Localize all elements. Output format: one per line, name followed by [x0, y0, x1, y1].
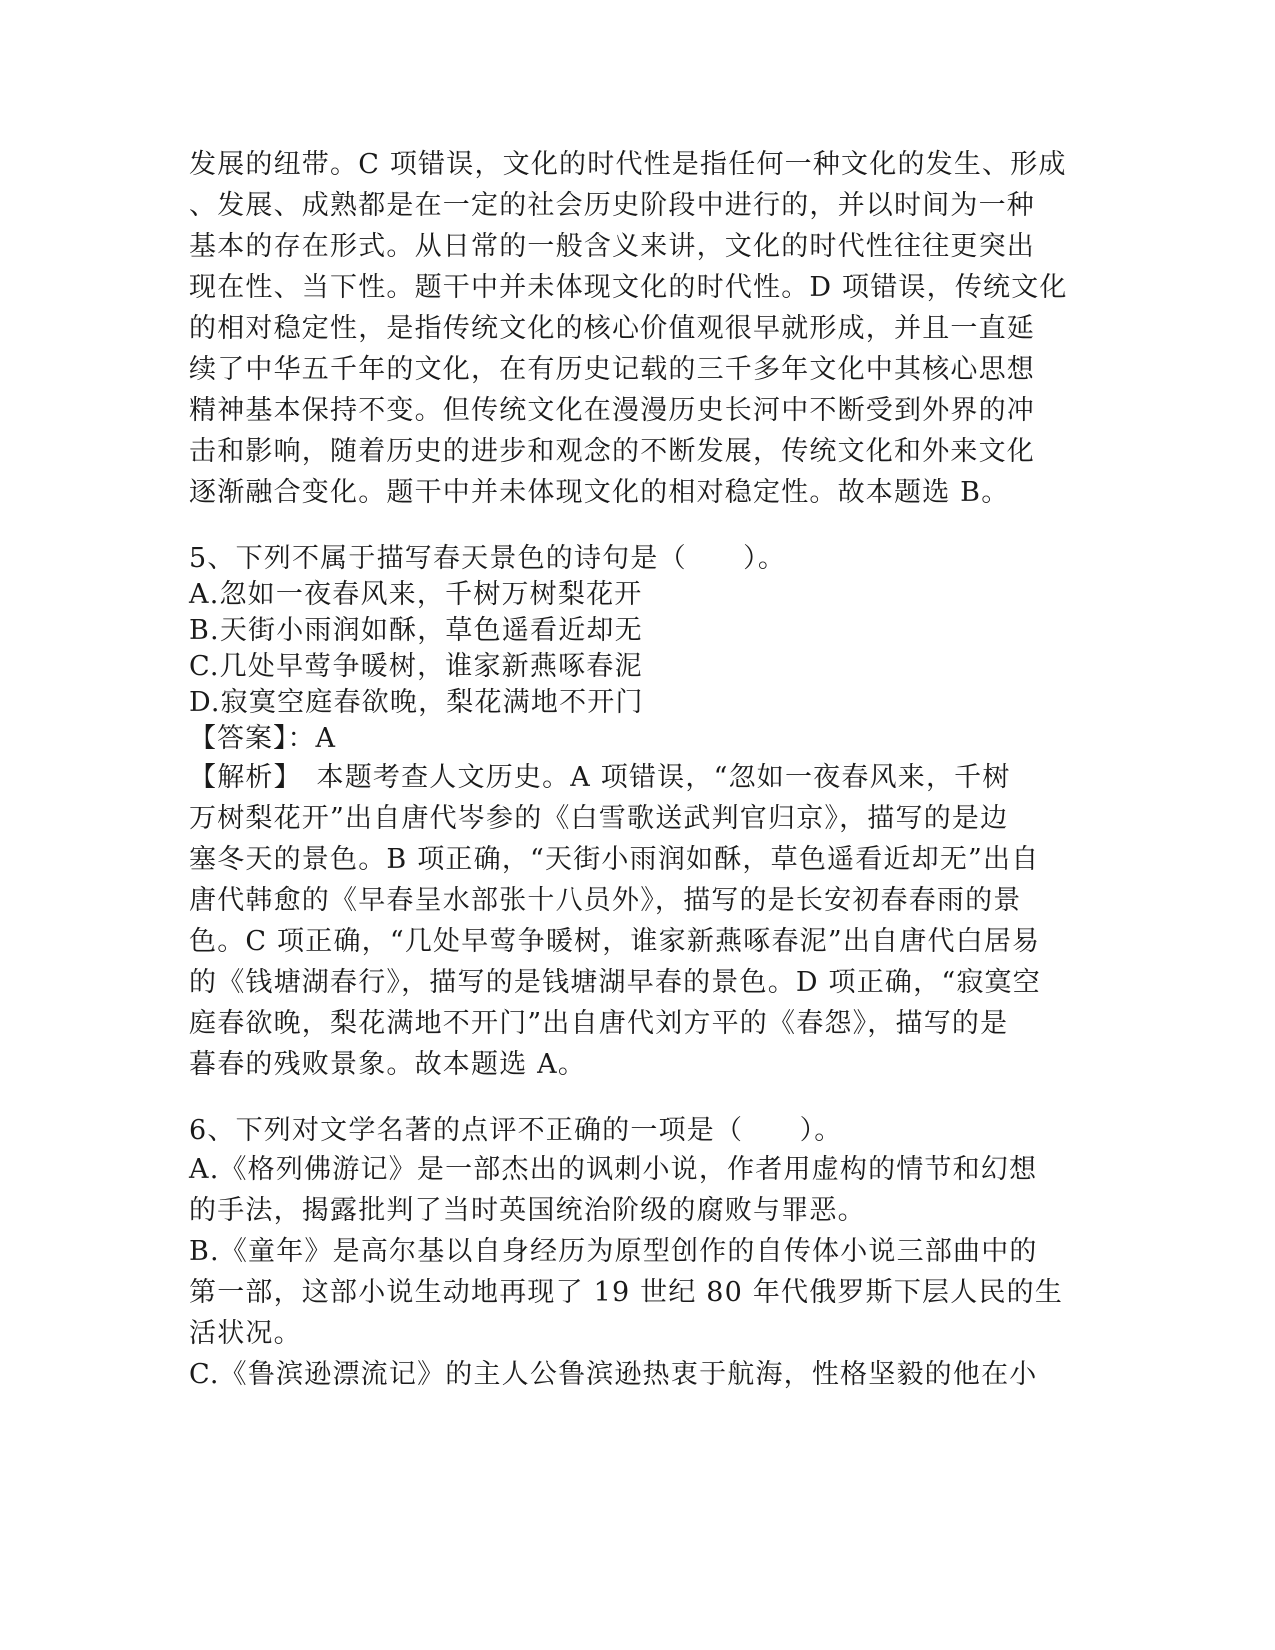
analysis-line: 塞冬天的景色。B 项正确，“天街小雨润如酥，草色遥看近却无”出自 — [189, 844, 1040, 875]
text-line: 击和影响，随着历史的进步和观念的不断发展，传统文化和外来文化 — [189, 436, 1035, 467]
text-line: 基本的存在形式。从日常的一般含义来讲，文化的时代性往往更突出 — [189, 231, 1035, 262]
question-5 — [189, 541, 1089, 1085]
document-page — [189, 144, 1089, 1395]
text-line: 精神基本保持不变。但传统文化在漫漫历史长河中不断受到外界的冲 — [189, 395, 1035, 426]
spacer — [189, 513, 1089, 541]
analysis-line: 庭春欲晚，梨花满地不开门”出自唐代刘方平的《春怨》，描写的是 — [189, 1008, 1009, 1039]
option-b: B.《童年》是高尔基以自身经历为原型创作的自传体小说三部曲中的 — [189, 1236, 1038, 1267]
answer-line: 【答案】：A — [189, 723, 336, 754]
option-b-continued: 活状况。 — [189, 1318, 302, 1349]
text-line: 现在性、当下性。题干中并未体现文化的时代性。D 项错误，传统文化 — [189, 272, 1068, 303]
option-d: D.寂寞空庭春欲晚，梨花满地不开门 — [189, 687, 644, 718]
text-line: 逐渐融合变化。题干中并未体现文化的相对稳定性。故本题选 B。 — [189, 477, 1010, 508]
text-line: 的相对稳定性，是指传统文化的核心价值观很早就形成，并且一直延 — [189, 313, 1035, 344]
question-stem: 5、下列不属于描写春天景色的诗句是（ ）。 — [189, 543, 787, 574]
analysis-line: 色。C 项正确，“几处早莺争暖树，谁家新燕啄春泥”出自唐代白居易 — [189, 926, 1041, 957]
option-a-continued: 的手法，揭露批判了当时英国统治阶级的腐败与罪恶。 — [189, 1195, 866, 1226]
question-stem: 6、下列对文学名著的点评不正确的一项是（ ）。 — [189, 1115, 843, 1146]
previous-analysis-continuation — [189, 144, 1089, 513]
question-6 — [189, 1113, 1089, 1395]
text-line: 续了中华五千年的文化，在有历史记载的三千多年文化中其核心思想 — [189, 354, 1035, 385]
option-b-continued: 第一部，这部小说生动地再现了 19 世纪 80 年代俄罗斯下层人民的生 — [189, 1277, 1064, 1308]
option-b: B.天街小雨润如酥，草色遥看近却无 — [189, 615, 643, 646]
option-a: A.忽如一夜春风来，千树万树梨花开 — [189, 579, 643, 610]
text-line: 、发展、成熟都是在一定的社会历史阶段中进行的，并以时间为一种 — [189, 190, 1035, 221]
option-a: A.《格列佛游记》是一部杰出的讽刺小说，作者用虚构的情节和幻想 — [189, 1154, 1038, 1185]
analysis-line: 暮春的残败景象。故本题选 A。 — [189, 1049, 587, 1080]
analysis-line: 唐代韩愈的《早春呈水部张十八员外》，描写的是长安初春春雨的景 — [189, 885, 1022, 916]
analysis-line: 的《钱塘湖春行》，描写的是钱塘湖早春的景色。D 项正确，“寂寞空 — [189, 967, 1041, 998]
analysis-line: 【解析】 本题考查人文历史。A 项错误，“忽如一夜春风来，千树 — [189, 762, 1011, 793]
spacer — [189, 1085, 1089, 1113]
option-c: C.几处早莺争暖树，谁家新燕啄春泥 — [189, 651, 643, 682]
option-c: C.《鲁滨逊漂流记》的主人公鲁滨逊热衷于航海，性格坚毅的他在小 — [189, 1359, 1038, 1390]
analysis-line: 万树梨花开”出自唐代岑参的《白雪歌送武判官归京》，描写的是边 — [189, 803, 1009, 834]
text-line: 发展的纽带。C 项错误，文化的时代性是指任何一种文化的发生、形成 — [189, 149, 1067, 180]
